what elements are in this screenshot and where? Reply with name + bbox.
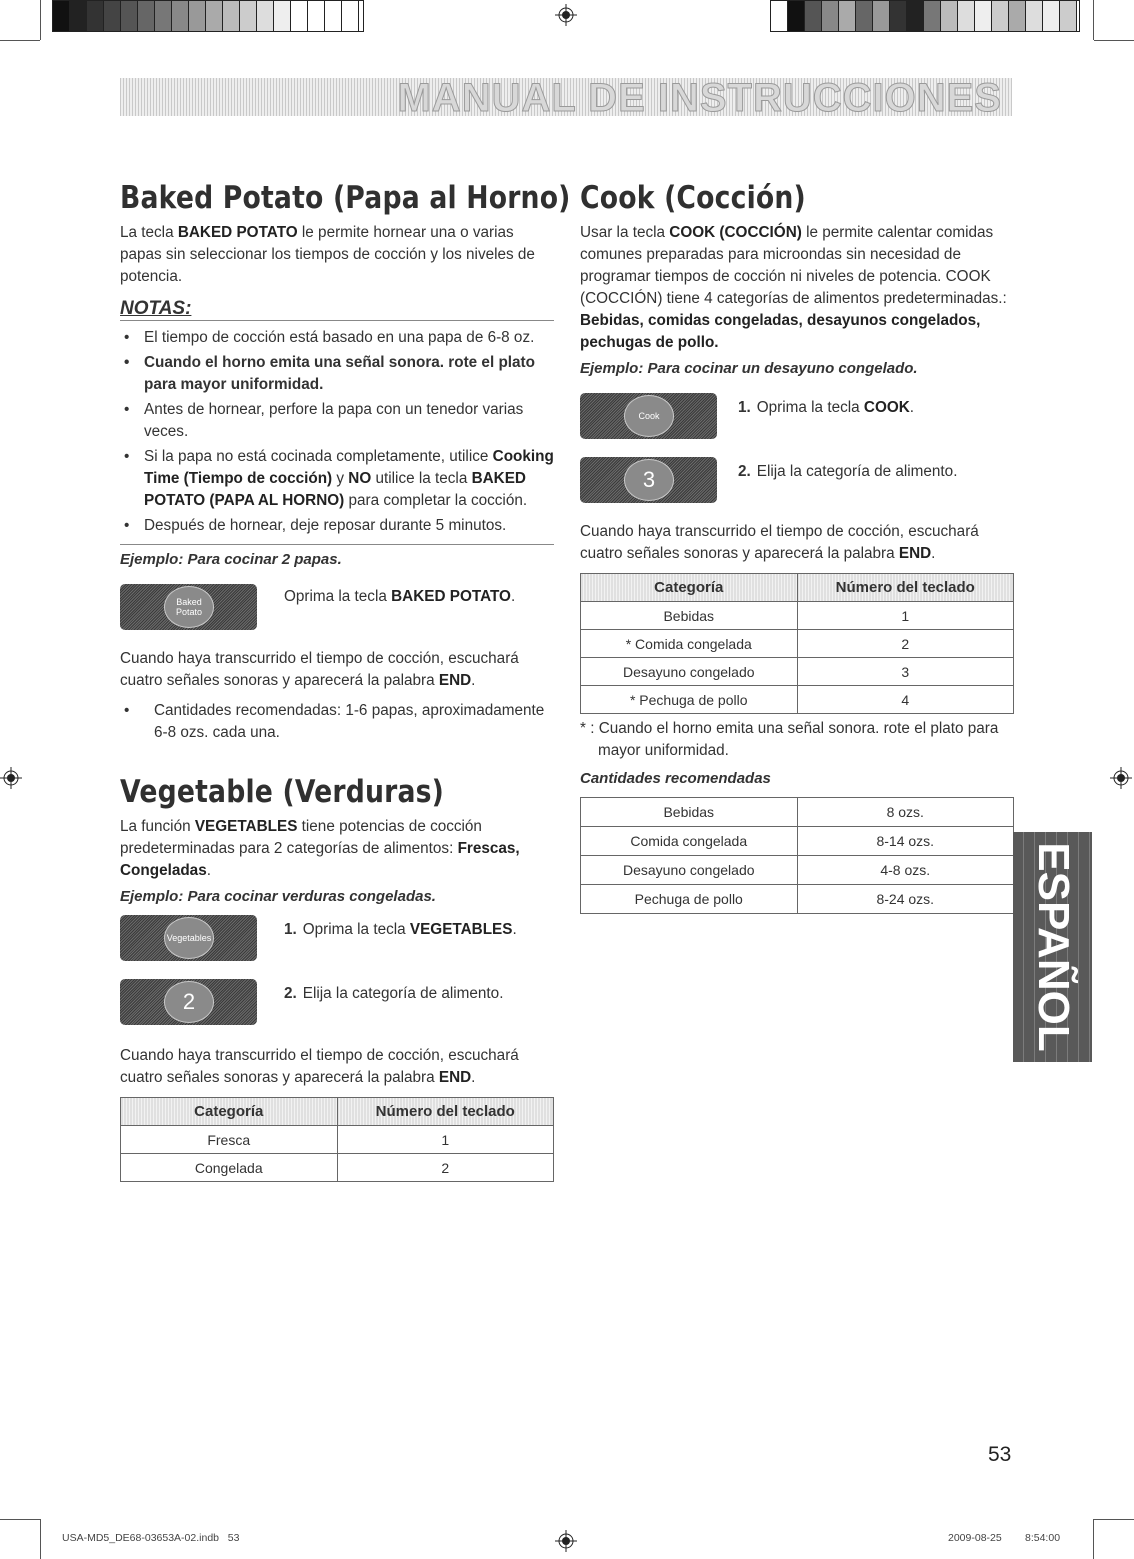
table-cell: 3 <box>797 658 1014 686</box>
cook-heading: Cook (Cocción) <box>580 180 806 216</box>
table-header: Categoría <box>121 1098 338 1126</box>
table-row <box>581 602 1014 630</box>
vegetables-key <box>120 915 257 961</box>
note-item: • Antes de hornear, perfore la papa con un tenedor varias veces. <box>120 399 554 443</box>
crop-mark <box>40 0 41 40</box>
table-cell: 2 <box>797 630 1014 658</box>
left-column <box>120 180 571 1182</box>
table-cell: 8 ozs. <box>797 798 1014 827</box>
table-cell: 1 <box>797 602 1014 630</box>
table-header-row <box>121 1098 554 1126</box>
note-item: • Después de hornear, deje reposar durante 5 minutos. <box>120 515 554 537</box>
table-row <box>581 686 1014 714</box>
table-cell: 8-24 ozs. <box>797 885 1014 914</box>
language-side-tab-label <box>1013 832 1092 1062</box>
table-header-row <box>581 574 1014 602</box>
baked-potato-example: Ejemplo: Para cocinar 2 papas. <box>120 551 342 568</box>
table-header: Número del teclado <box>337 1098 554 1126</box>
number-2-key <box>120 979 257 1025</box>
number-2-key-label: 2 <box>164 981 214 1023</box>
vegetable-step-2-text: 2. Elija la categoría de alimento. <box>284 985 504 1002</box>
header-banner <box>120 76 1012 120</box>
registration-mark-icon <box>1110 767 1132 789</box>
table-row <box>121 1126 554 1154</box>
vegetable-step-2 <box>120 979 554 1043</box>
vegetable-end-text: Cuando haya transcurrido el tiempo de cocción, escuchará cuatro señales sonoras y aparecerá la palabra END. <box>120 1047 519 1086</box>
registration-mark-icon <box>555 1530 577 1552</box>
table-cell: Comida congelada <box>581 827 798 856</box>
cook-step-1-text: 1. Oprima la tecla COOK. <box>738 399 915 416</box>
vegetable-step-1 <box>120 915 554 979</box>
vegetable-table <box>120 1097 554 1182</box>
table-cell: Bebidas <box>581 798 798 827</box>
crop-mark <box>1093 0 1094 40</box>
registration-mark-icon <box>555 4 577 26</box>
vegetable-intro: La función VEGETABLES tiene potencias de cocción predeterminadas para 2 categorías de alimentos: Frescas, Congeladas. <box>120 818 520 879</box>
cook-key <box>580 393 717 439</box>
footer-date: 2009-08-25 <box>948 1532 1002 1544</box>
baked-potato-end-text: Cuando haya transcurrido el tiempo de cocción, escuchará cuatro señales sonoras y aparecerá la palabra END. <box>120 650 519 689</box>
amounts-heading: Cantidades recomendadas <box>580 770 771 787</box>
table-cell: 1 <box>337 1126 554 1154</box>
cook-end-text: Cuando haya transcurrido el tiempo de cocción, escuchará cuatro señales sonoras y aparecerá la palabra END. <box>580 523 979 562</box>
table-row <box>581 798 1014 827</box>
recommended-item: • Cantidades recomendadas: 1-6 papas, aproximadamente 6-8 ozs. cada una. <box>120 700 554 744</box>
vegetable-heading: Vegetable (Verduras) <box>120 774 445 810</box>
cook-intro: Usar la tecla COOK (COCCIÓN) le permite calentar comidas comunes preparadas para microondas sin necesidad de programar tiempos de cocción ni niveles de potencia. COOK (COCCIÓN) tiene 4 categorías de alimentos predeterminadas.: Bebidas, comidas congeladas, desayunos congelados, pechugas de pollo. <box>580 224 1007 351</box>
svg-text:ESPAÑOL: ESPAÑOL <box>1029 842 1078 1052</box>
baked-potato-step-text: Oprima la tecla BAKED POTATO. <box>284 588 516 605</box>
cook-step-2-text: 2. Elija la categoría de alimento. <box>738 463 958 480</box>
number-3-key <box>580 457 717 503</box>
table-cell: Fresca <box>121 1126 338 1154</box>
table-cell: 8-14 ozs. <box>797 827 1014 856</box>
table-cell: Desayuno congelado <box>581 658 798 686</box>
table-row <box>581 630 1014 658</box>
footer-time: 8:54:00 <box>1025 1532 1061 1544</box>
cook-key-label: Cook <box>624 395 674 437</box>
page-number: 53 <box>988 1443 1012 1466</box>
note-item: • El tiempo de cocción está basado en una papa de 6-8 oz. <box>120 327 554 349</box>
color-calibration-bar <box>770 0 1080 32</box>
table-header: Categoría <box>581 574 798 602</box>
notes-heading: NOTAS: <box>120 298 554 321</box>
vegetable-step-1-text: 1. Oprima la tecla VEGETABLES. <box>284 921 517 938</box>
cook-step-2 <box>580 457 1014 521</box>
crop-mark <box>40 1519 41 1559</box>
table-cell: Desayuno congelado <box>581 856 798 885</box>
amounts-table <box>580 797 1014 914</box>
table-cell: 4-8 ozs. <box>797 856 1014 885</box>
note-item: • Cuando el horno emita una señal sonora. rote el plato para mayor uniformidad. <box>120 352 554 396</box>
table-header: Número del teclado <box>797 574 1014 602</box>
baked-potato-step <box>120 584 554 642</box>
color-calibration-bar <box>52 0 364 32</box>
crop-mark <box>1093 1519 1094 1559</box>
table-cell: Bebidas <box>581 602 798 630</box>
baked-potato-key <box>120 584 257 630</box>
table-cell: 4 <box>797 686 1014 714</box>
table-cell: * Pechuga de pollo <box>581 686 798 714</box>
cook-footnote: * : Cuando el horno emita una señal sonora. rote el plato para mayor uniformidad. <box>580 720 999 759</box>
table-row <box>581 827 1014 856</box>
crop-mark <box>1094 1519 1134 1520</box>
vegetable-example: Ejemplo: Para cocinar verduras congeladas. <box>120 888 436 905</box>
table-row <box>581 885 1014 914</box>
crop-mark <box>1094 40 1134 41</box>
cook-table <box>580 573 1014 714</box>
table-row <box>581 658 1014 686</box>
registration-mark-icon <box>0 767 22 789</box>
baked-potato-key-label: Baked Potato <box>164 586 214 628</box>
table-row <box>581 856 1014 885</box>
baked-potato-heading: Baked Potato (Papa al Horno) <box>120 180 571 216</box>
baked-potato-intro: La tecla BAKED POTATO le permite hornear una o varias papas sin seleccionar los tiempos de cocción y los niveles de potencia. <box>120 224 535 285</box>
banner-title: MANUAL DE INSTRUCCIONES <box>397 76 1002 120</box>
crop-mark <box>0 1519 40 1520</box>
vegetables-key-label: Vegetables <box>164 917 214 959</box>
crop-mark <box>0 40 40 41</box>
table-cell: Congelada <box>121 1154 338 1182</box>
note-item: • Si la papa no está cocinada completamente, utilice Cooking Time (Tiempo de cocción) y NO utilice la tecla BAKED POTATO (PAPA AL HORNO) para completar la cocción. <box>120 446 554 512</box>
table-cell: Pechuga de pollo <box>581 885 798 914</box>
number-3-key-label: 3 <box>624 459 674 501</box>
notes-list <box>120 327 554 545</box>
baked-potato-recommended <box>120 700 554 744</box>
footer-file-info: USA-MD5_DE68-03653A-02.indb 53 <box>62 1532 240 1544</box>
table-cell: * Comida congelada <box>581 630 798 658</box>
table-cell: 2 <box>337 1154 554 1182</box>
table-row <box>121 1154 554 1182</box>
cook-example: Ejemplo: Para cocinar un desayuno congelado. <box>580 360 918 377</box>
right-column <box>580 180 1014 914</box>
cook-step-1 <box>580 393 1014 457</box>
